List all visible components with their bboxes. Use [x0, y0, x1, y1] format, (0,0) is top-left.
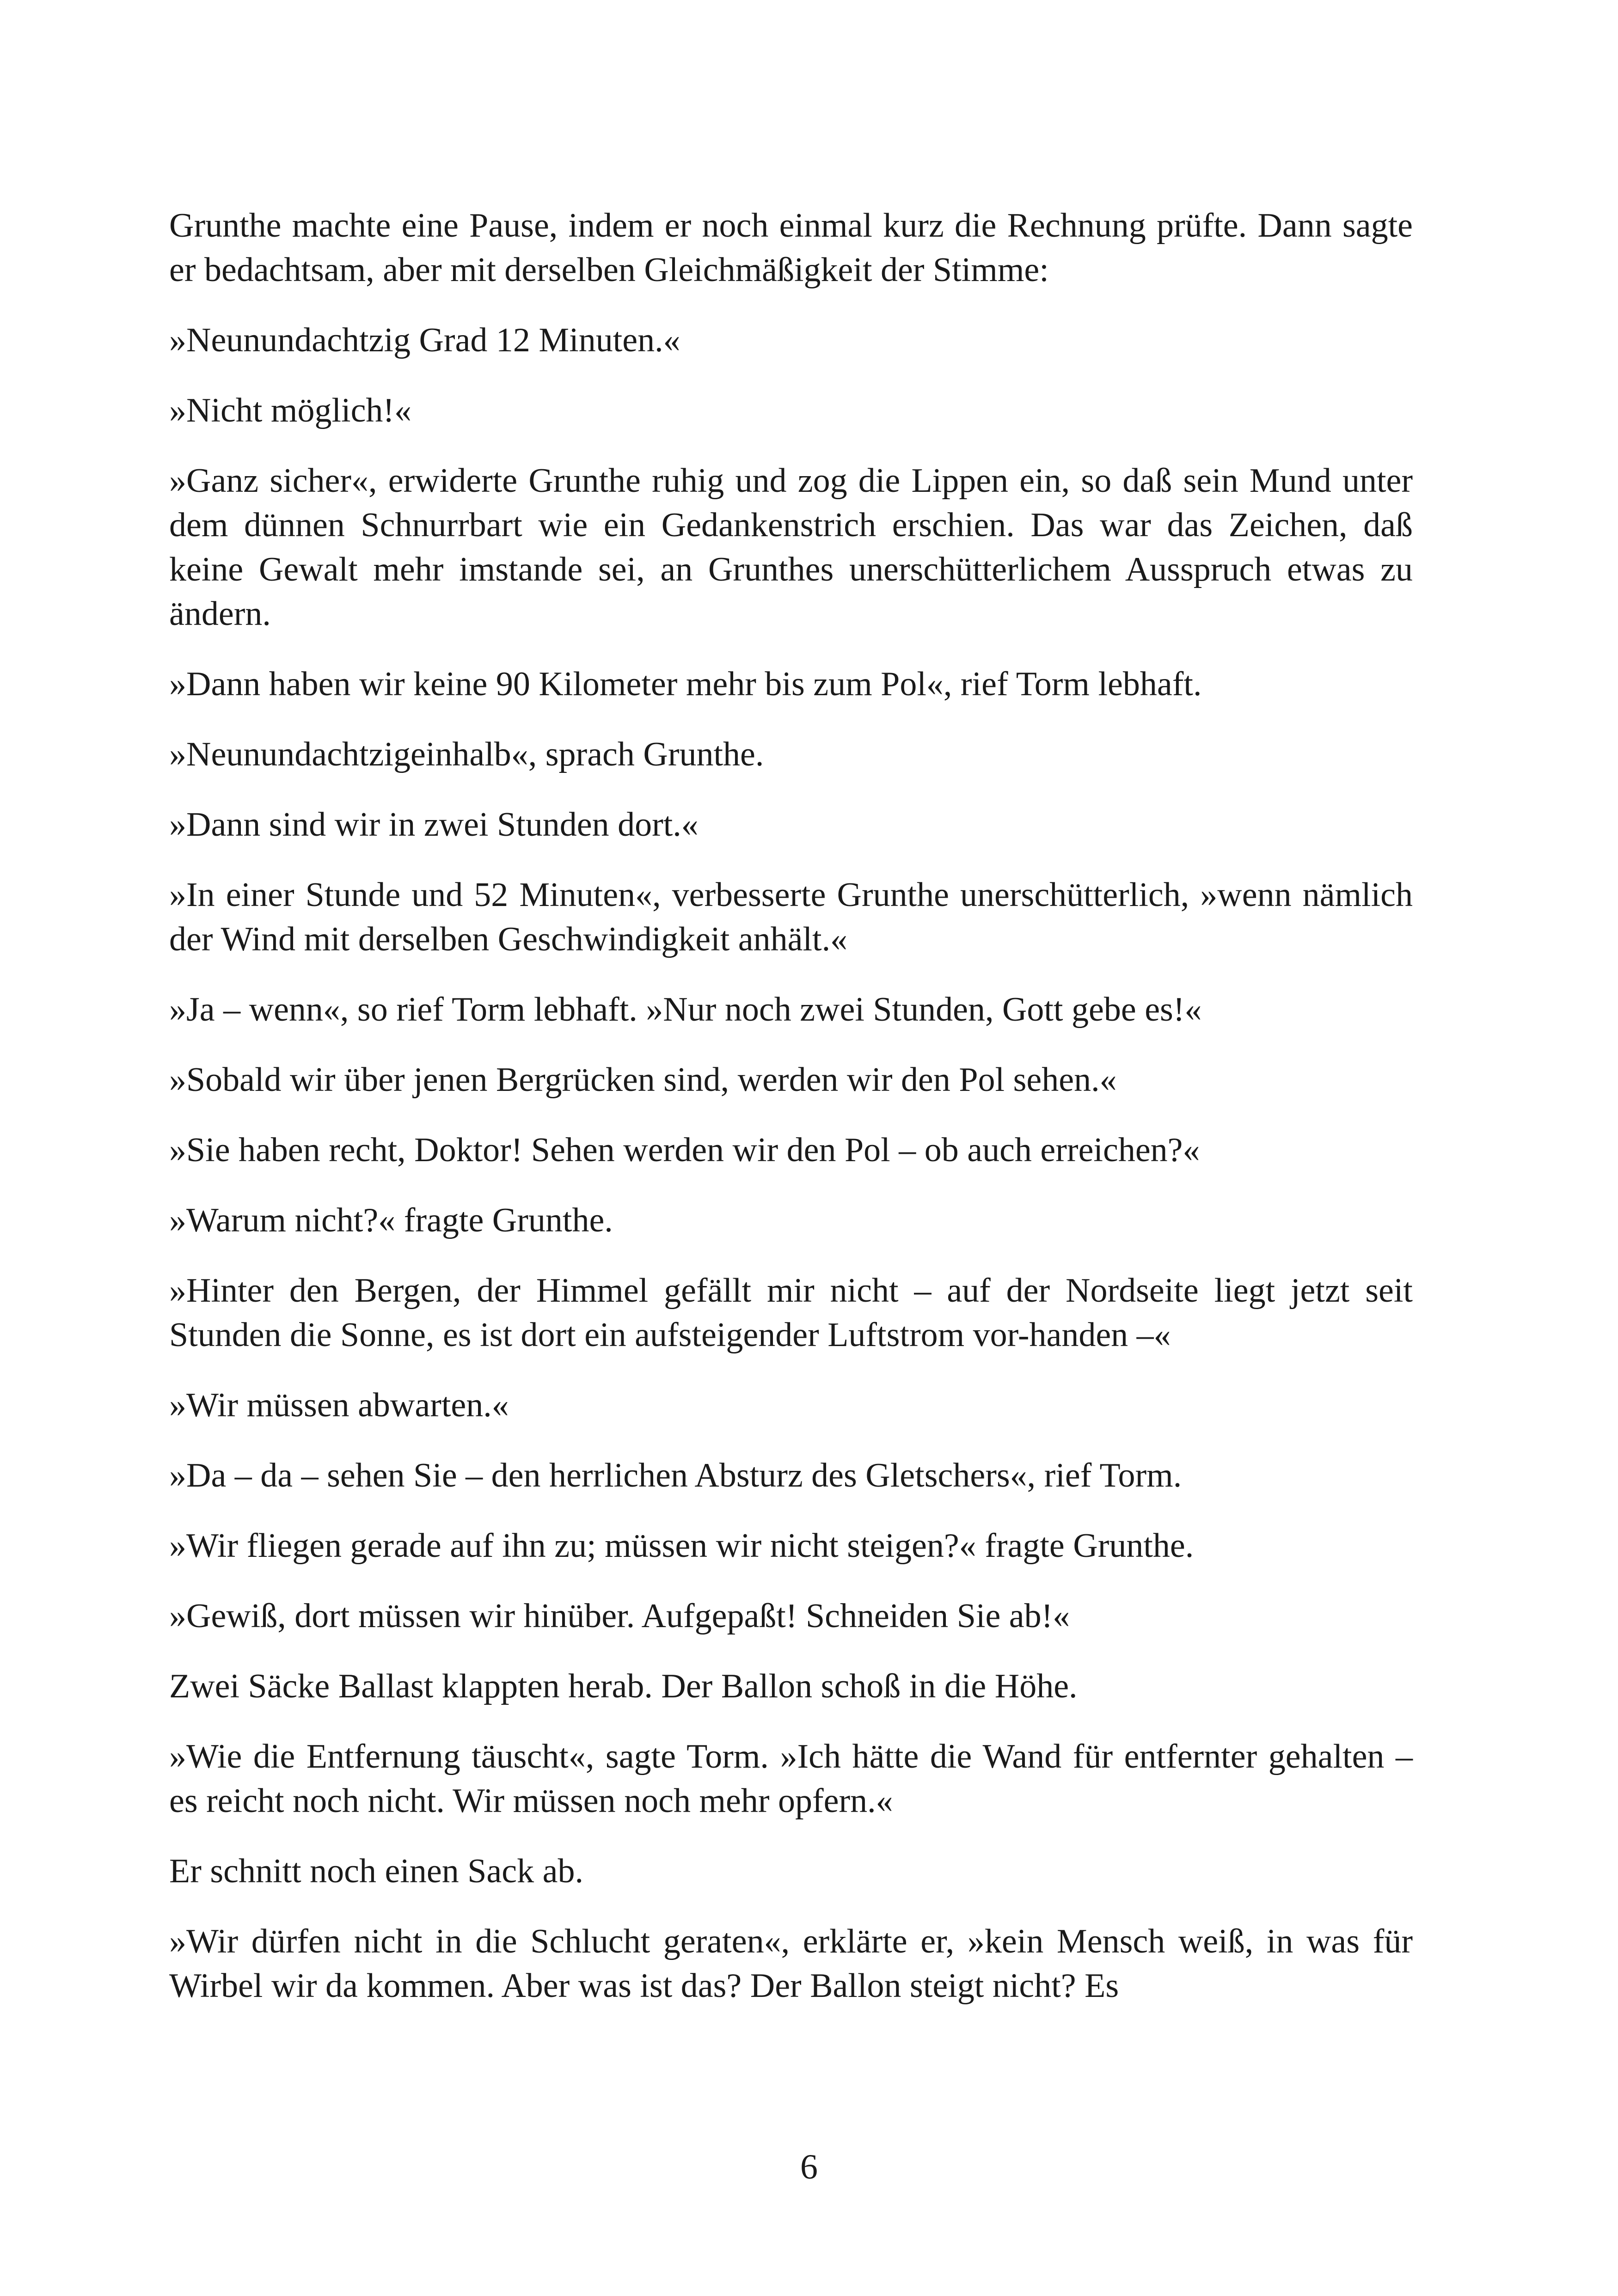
paragraph: Er schnitt noch einen Sack ab.	[169, 1852, 583, 1890]
paragraph: »Wir dürfen nicht in die Schlucht geraten«, erklärte er, »kein Mensch weiß, in was für Wirbel wir da kommen. Aber was ist das? Der Ballon steigt nicht? Es	[169, 1923, 1413, 2005]
paragraph: »Da – da – sehen Sie – den herrlichen Absturz des Gletschers«, rief Torm.	[169, 1457, 1182, 1494]
paragraph: »Sie haben recht, Doktor! Sehen werden wir den Pol – ob auch erreichen?«	[169, 1131, 1200, 1169]
body-text	[169, 203, 1413, 2008]
page-number: 6	[800, 2148, 818, 2186]
paragraph: Grunthe machte eine Pause, indem er noch einmal kurz die Rechnung prüfte. Dann sagte er bedachtsam, aber mit derselben Gleichmäßigkeit der Stimme:	[169, 207, 1413, 289]
paragraph: »Ganz sicher«, erwiderte Grunthe ruhig und zog die Lippen ein, so daß sein Mund unter dem dünnen Schnurrbart wie ein Gedankenstrich erschien. Das war das Zeichen, daß keine Gewalt mehr imstande sei, an Grunthes unerschütterlichem Ausspruch etwas zu ändern.	[169, 462, 1413, 633]
paragraph: »Nicht möglich!«	[169, 392, 412, 429]
paragraph: »Dann haben wir keine 90 Kilometer mehr bis zum Pol«, rief Torm lebhaft.	[169, 665, 1202, 703]
paragraph: »Wir müssen abwarten.«	[169, 1386, 509, 1424]
paragraph: »Neunundachtzigeinhalb«, sprach Grunthe.	[169, 735, 764, 773]
paragraph: »Gewiß, dort müssen wir hinüber. Aufgepaßt! Schneiden Sie ab!«	[169, 1597, 1070, 1635]
paragraph: »Wie die Entfernung täuscht«, sagte Torm. »Ich hätte die Wand für entfernter gehalten – es reicht noch nicht. Wir müssen noch mehr opfern.«	[169, 1738, 1413, 1820]
paragraph: »Ja – wenn«, so rief Torm lebhaft. »Nur noch zwei Stunden, Gott gebe es!«	[169, 991, 1202, 1029]
paragraph: »Wir fliegen gerade auf ihn zu; müssen wir nicht steigen?« fragte Grunthe.	[169, 1527, 1194, 1565]
paragraph: Zwei Säcke Ballast klappten herab. Der Ballon schoß in die Höhe.	[169, 1667, 1078, 1705]
paragraph: »Warum nicht?« fragte Grunthe.	[169, 1201, 613, 1239]
paragraph: »In einer Stunde und 52 Minuten«, verbesserte Grunthe unerschütterlich, »wenn nämlich der Wind mit derselben Geschwindigkeit anhält.«	[169, 876, 1413, 958]
paragraph: »Hinter den Bergen, der Himmel gefällt mir nicht – auf der Nordseite liegt jetzt seit Stunden die Sonne, es ist dort ein aufsteigender Luftstrom vor-handen –«	[169, 1272, 1413, 1354]
paragraph: »Sobald wir über jenen Bergrücken sind, werden wir den Pol sehen.«	[169, 1061, 1117, 1099]
paragraph: »Neunundachtzig Grad 12 Minuten.«	[169, 321, 680, 359]
paragraph: »Dann sind wir in zwei Stunden dort.«	[169, 806, 699, 844]
